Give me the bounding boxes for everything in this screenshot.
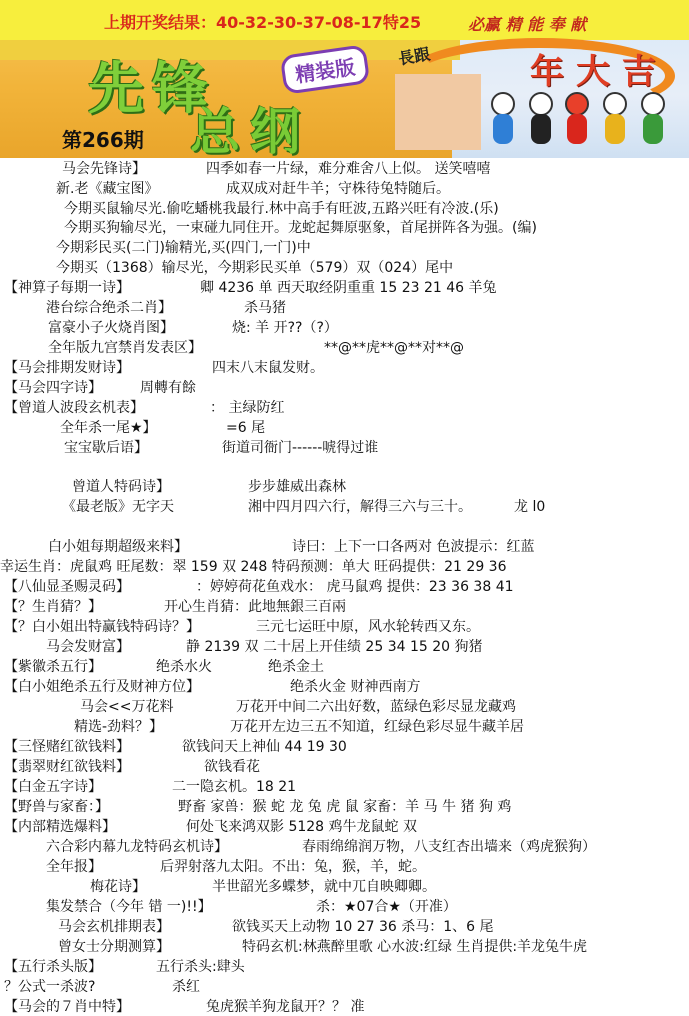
text-segment: 湘中四月四六行，解得三六与三十。 bbox=[248, 499, 472, 515]
text-segment: 【八仙显圣赐灵码】 bbox=[4, 579, 130, 595]
text-line bbox=[0, 938, 689, 956]
last-result-label: 上期开奖结果： bbox=[104, 13, 217, 32]
text-segment: 全年版九宫禁肖发表区】 bbox=[48, 340, 202, 356]
text-line bbox=[0, 518, 689, 536]
text-segment: 何处飞来鸿双影 5128 鸡牛龙鼠蛇 双 bbox=[186, 819, 417, 835]
text-line bbox=[0, 578, 689, 596]
mascot-yellow bbox=[600, 92, 630, 148]
mascot-green bbox=[638, 92, 668, 148]
text-segment: 【马会排期发财诗】 bbox=[4, 360, 130, 376]
text-segment: 马会玄机排期表】 bbox=[58, 919, 170, 935]
text-segment: 欲钱问天上神仙 44 19 30 bbox=[182, 739, 347, 755]
result-strip-lower bbox=[0, 40, 460, 60]
text-line bbox=[0, 598, 689, 616]
text-segment: 精选-劲料？】 bbox=[74, 719, 164, 735]
text-segment: 今期买狗输尽光，一束碰九同住开。龙蛇起舞原驱象，首尾拼阵各为强。(编) bbox=[64, 220, 537, 236]
text-line bbox=[0, 558, 689, 576]
logo-line-2: 总纲 bbox=[190, 102, 310, 158]
text-segment: 港台综合绝杀二肖】 bbox=[46, 300, 172, 316]
text-segment: 烧: 羊 开??（?） bbox=[232, 320, 338, 336]
text-line bbox=[0, 958, 689, 976]
text-line bbox=[0, 978, 689, 996]
last-result-numbers: 40-32-30-37-08-17特25 bbox=[216, 13, 422, 32]
text-segment: 【神算子每期一诗】 bbox=[4, 280, 130, 296]
text-segment: 杀红 bbox=[172, 979, 200, 995]
text-segment: 全年报】 bbox=[46, 859, 102, 875]
text-line bbox=[0, 798, 689, 816]
edition-badge: 精装版 bbox=[280, 44, 371, 95]
text-segment: 万花开左边三五不知道，红绿色彩尽显牛藏羊居 bbox=[230, 719, 524, 735]
text-line bbox=[0, 758, 689, 776]
text-segment: 绝杀火金 财神西南方 bbox=[290, 679, 421, 695]
text-segment: 幸运生肖：虎鼠鸡 旺尾数：翠 159 双 248 特码预测：单大 旺码提供：21 29 36 bbox=[0, 559, 507, 575]
mascot-black bbox=[526, 92, 556, 148]
text-segment: 马会发财富】 bbox=[46, 639, 130, 655]
text-segment: 【马会的７肖中特】 bbox=[4, 999, 130, 1015]
text-line bbox=[0, 918, 689, 936]
text-line bbox=[0, 319, 689, 337]
text-segment: 【翡翠财红欲钱料】 bbox=[4, 759, 130, 775]
text-line bbox=[0, 239, 689, 257]
text-segment: 诗曰：上下一口各两对 色波提示：红蓝 bbox=[292, 539, 535, 555]
text-line bbox=[0, 498, 689, 516]
text-segment: 白小姐每期超级来料】 bbox=[48, 539, 188, 555]
text-line bbox=[0, 638, 689, 656]
text-segment: 欲钱看花 bbox=[204, 759, 260, 775]
text-line bbox=[0, 279, 689, 297]
text-segment: 《最老版》无字天 bbox=[62, 499, 174, 515]
text-line bbox=[0, 399, 689, 417]
text-segment: 四末八末鼠发财。 bbox=[212, 360, 324, 376]
text-segment: 【三怪赌红欲钱料】 bbox=[4, 739, 130, 755]
text-segment: 街道司衙门------唬得过谁 bbox=[222, 440, 379, 456]
text-line bbox=[0, 718, 689, 736]
text-line bbox=[0, 160, 689, 178]
text-line bbox=[0, 878, 689, 896]
text-line bbox=[0, 259, 689, 277]
text-segment: 【白小姐绝杀五行及财神方位】 bbox=[4, 679, 200, 695]
text-segment: 【曾道人波段玄机表】 bbox=[4, 400, 144, 416]
text-line bbox=[0, 439, 689, 457]
text-segment: 三元七运旺中原，风水轮转西又东。 bbox=[256, 619, 480, 635]
text-line bbox=[0, 818, 689, 836]
text-segment: 半世韶光多蝶梦，就中兀自映卿卿。 bbox=[212, 879, 436, 895]
text-segment: 兔虎猴羊狗龙鼠开？？ 准 bbox=[206, 999, 365, 1015]
text-segment: 全年杀一尾★】 bbox=[60, 420, 157, 436]
text-line bbox=[0, 200, 689, 218]
mascot-blue bbox=[488, 92, 518, 148]
text-segment: 杀马猪 bbox=[244, 300, 286, 316]
text-line bbox=[0, 838, 689, 856]
text-line bbox=[0, 778, 689, 796]
text-segment: 【？白小姐出特赢钱特码诗？】 bbox=[4, 619, 200, 635]
text-segment: 五行杀头:肆头 bbox=[156, 959, 245, 975]
header-banner bbox=[0, 0, 689, 158]
slogan: 必赢 精 能 奉 献 bbox=[468, 15, 587, 34]
text-segment: 龙 l0 bbox=[514, 499, 546, 515]
mascot-red bbox=[562, 92, 592, 148]
text-segment: 绝杀金土 bbox=[268, 659, 324, 675]
logo-line-1: 先锋 bbox=[88, 56, 216, 122]
text-segment: 集发禁合（今年 错 一)!!】 bbox=[46, 899, 212, 915]
text-line bbox=[0, 858, 689, 876]
text-segment: **@**虎**@**对**@ bbox=[324, 340, 464, 356]
text-segment: =6 尾 bbox=[226, 420, 266, 436]
text-segment: 【五行杀头版】 bbox=[4, 959, 102, 975]
text-segment: 马会<<万花料 bbox=[80, 699, 174, 715]
text-segment: 春雨绵绵润万物，八支红杏出墙来（鸡虎猴狗） bbox=[302, 839, 596, 855]
content-area bbox=[0, 158, 689, 1016]
text-segment: 【紫徽杀五行】 bbox=[4, 659, 102, 675]
text-line bbox=[0, 898, 689, 916]
text-line bbox=[0, 738, 689, 756]
text-line bbox=[0, 618, 689, 636]
text-segment: 杀：★07合★（开准） bbox=[316, 899, 457, 915]
text-line bbox=[0, 299, 689, 317]
text-segment: 二一隐玄机。18 21 bbox=[172, 779, 297, 795]
text-segment: 周轉有餘 bbox=[140, 380, 196, 396]
text-segment: 绝杀水火 bbox=[156, 659, 212, 675]
issue-number: 第266期 bbox=[62, 128, 144, 152]
text-segment: 万花开中间二六出好数，蓝绿色彩尽显龙藏鸡 bbox=[236, 699, 516, 715]
text-segment: 今期买（1368）输尽光，今期彩民买单（579）双（024）尾中 bbox=[56, 260, 454, 276]
text-segment: 成双成对赶牛羊；守株待兔特随后。 bbox=[226, 181, 450, 197]
text-segment: 特码玄机:林燕醉里歌 心水波:红绿 生肖提供:羊龙兔牛虎 bbox=[242, 939, 588, 955]
text-line bbox=[0, 180, 689, 198]
text-segment: ：婷婷荷花鱼戏水： 虎马鼠鸡 提供：23 36 38 41 bbox=[196, 579, 514, 595]
text-segment: 卿 4236 单 西天取经阴重重 15 23 21 46 羊兔 bbox=[200, 280, 497, 296]
text-segment: 马会先锋诗】 bbox=[62, 161, 146, 177]
text-segment: 【马会四字诗】 bbox=[4, 380, 102, 396]
text-segment: 欲钱买天上动物 10 27 36 杀马：1、6 尾 bbox=[232, 919, 494, 935]
text-line bbox=[0, 379, 689, 397]
text-line bbox=[0, 538, 689, 556]
text-segment: 富豪小子火烧肖图】 bbox=[48, 320, 174, 336]
text-segment: 今期买鼠输尽光.偷吃蟠桃我最行.林中高手有旺波,五路兴旺有冷波.(乐) bbox=[64, 201, 499, 217]
text-segment: 宝宝歇后语】 bbox=[64, 440, 148, 456]
big-word: 年 大 吉 bbox=[530, 52, 656, 92]
text-segment: 步步雄威出森林 bbox=[248, 479, 346, 495]
text-segment: 曾道人特码诗】 bbox=[72, 479, 170, 495]
text-line bbox=[0, 458, 689, 476]
text-segment: 后羿射落九太阳。不出：兔，猴，羊，蛇。 bbox=[160, 859, 426, 875]
text-line bbox=[0, 359, 689, 377]
text-segment: 六合彩内幕九龙特码玄机诗】 bbox=[46, 839, 228, 855]
text-segment: 四季如春一片绿，难分难舍八上似。 送笑嘻嘻 bbox=[206, 161, 491, 177]
text-segment: 【？生肖猜？】 bbox=[4, 599, 102, 615]
text-segment: 【野兽与家畜：】 bbox=[4, 799, 109, 815]
text-segment: ？公式一杀波? bbox=[4, 979, 96, 995]
text-segment: ： 主绿防红 bbox=[210, 400, 285, 416]
text-segment: 【内部精选爆料】 bbox=[4, 819, 116, 835]
text-segment: 静 2139 双 二十居上开佳绩 25 34 15 20 狗猪 bbox=[186, 639, 483, 655]
text-line bbox=[0, 678, 689, 696]
text-line bbox=[0, 219, 689, 237]
last-result bbox=[104, 10, 421, 33]
text-segment: 开心生肖猜：此地無銀三百兩 bbox=[164, 599, 346, 615]
text-segment: 【白金五字诗】 bbox=[4, 779, 102, 795]
text-segment: 曾女士分期测算】 bbox=[58, 939, 170, 955]
text-line bbox=[0, 998, 689, 1016]
text-segment: 野畜 家兽：猴 蛇 龙 兔 虎 鼠 家畜：羊 马 牛 猪 狗 鸡 bbox=[178, 799, 512, 815]
text-line bbox=[0, 658, 689, 676]
follow-text: 長跟 bbox=[396, 44, 432, 69]
text-line bbox=[0, 698, 689, 716]
text-line bbox=[0, 419, 689, 437]
text-line bbox=[0, 478, 689, 496]
text-segment: 新.老《藏宝图》 bbox=[56, 181, 159, 197]
text-segment: 今期彩民买(二门)输精光,买(四门,一门)中 bbox=[56, 240, 311, 256]
text-line bbox=[0, 339, 689, 357]
text-segment: 梅花诗】 bbox=[90, 879, 146, 895]
